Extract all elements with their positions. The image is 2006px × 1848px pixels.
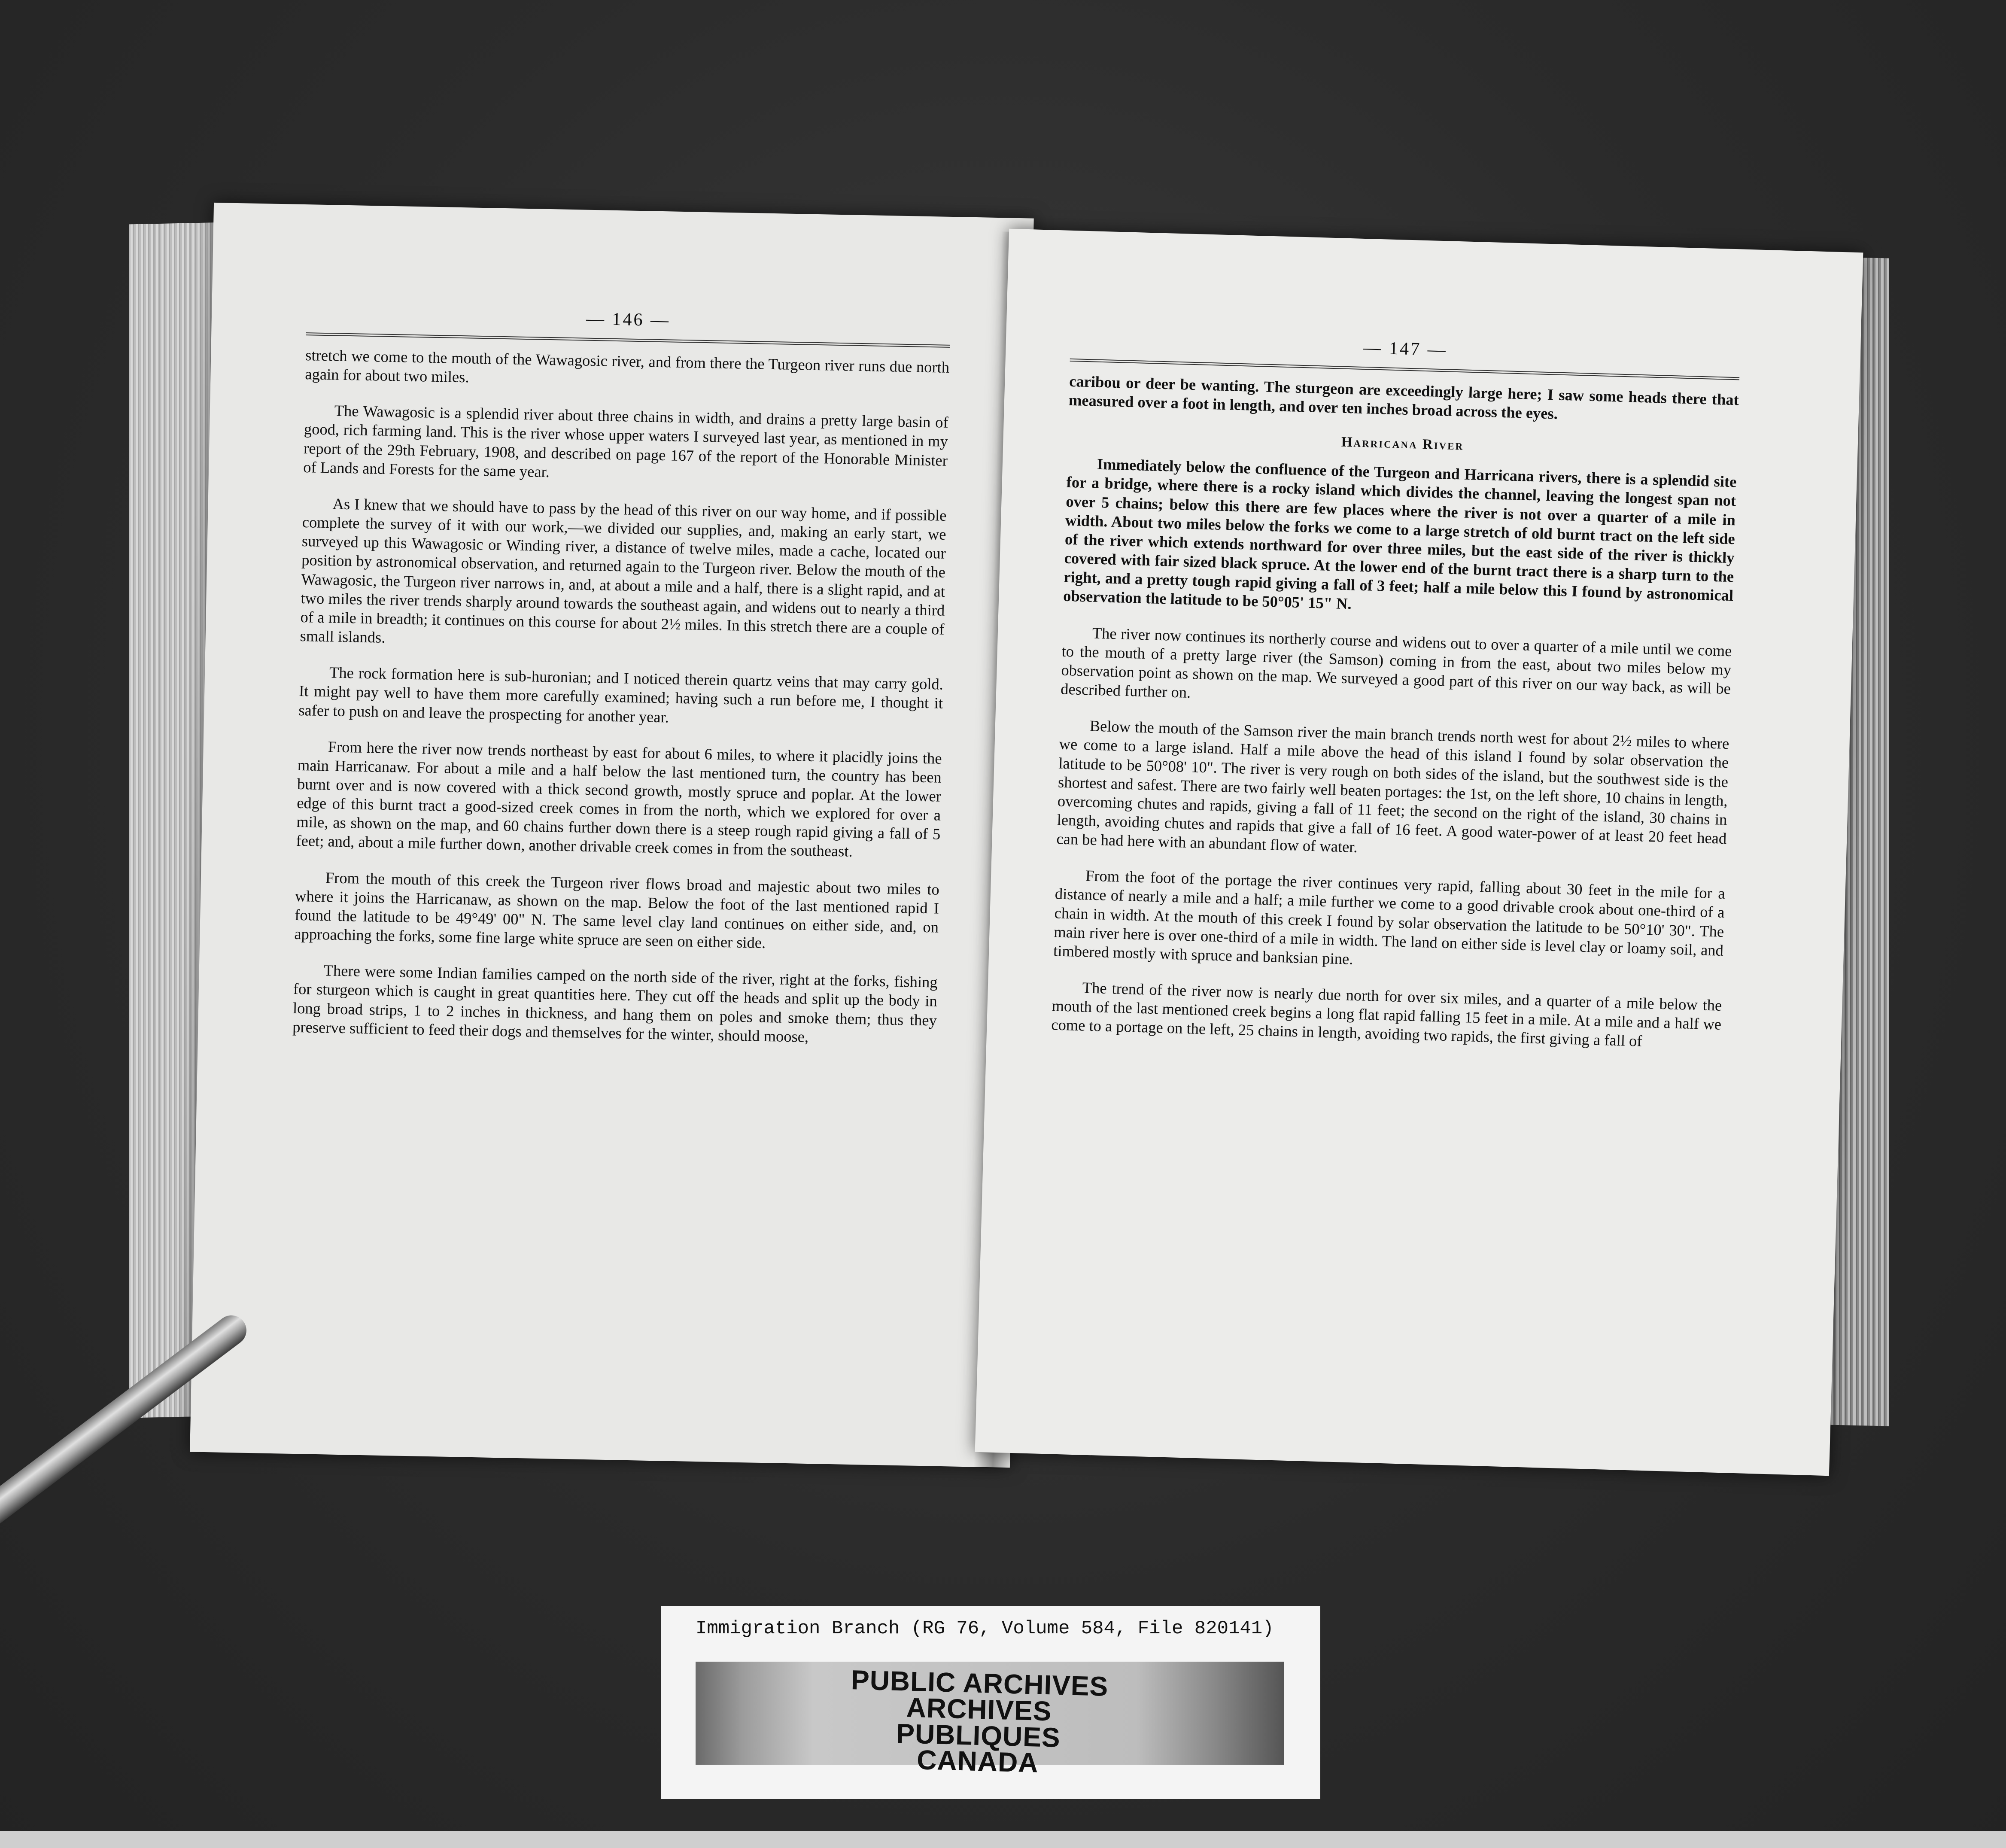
right-page <box>975 229 1863 1476</box>
left-paragraph-1: stretch we come to the mouth of the Wawagosic river, and from there the Turgeon river runs due north again for about two miles. <box>305 346 950 386</box>
archive-label-card <box>661 1606 1320 1799</box>
left-paragraph-2: The Wawagosic is a splendid river about three chains in width, and drains a pretty large basin of good, rich farming land. This is the river whose upper waters I surveyed last year, as mentioned in my report of the 29th February, 1908, and described on page 167 of the report of the Honorable Minister of Lands and Forests for the same year. <box>303 401 948 480</box>
right-paragraph-3: Below the mouth of the Samson river the main branch trends north west for about 2½ miles to where we come to a large island. Half a mile above the head of this island I found by solar observation the latitude to be 50°08' 10". The river is very rough on both sides of the island, but the southwest side is the shortest and safest. There are two fairly well beaten portages: the 1st, on the left shore, 10 chains in length, overcoming chutes and rapids, giving a fall of 11 feet; the second on the right of the island, 30 chains in length, avoiding chutes and rapids that give a fall of 16 feet. A good water-power of at least 20 feet head can be had here with an abundant flow of water. <box>1056 717 1729 856</box>
right-page-number: — 147 — <box>1363 337 1448 360</box>
left-page-text <box>292 303 950 1066</box>
left-paragraph-4: The rock formation here is sub-huronian; and I noticed therein quartz veins that may carry gold. It might pay well to have them more carefully examined; having such a run before me, I thought it safer to push on and leave the prospecting for another year. <box>298 663 944 726</box>
right-paragraph-4: From the foot of the portage the river continues very rapid, falling about 30 feet in the mile for a distance of nearly a mile and a half; a mile further we come to a good drivable crook about one-third of a chain in width. At the mouth of this creek I found by solar observation the latitude to be 50°10' 30". The main river here is over one-third of a mile in width. The land on either side is level clay or loamy soil, and timbered mostly with spruce and banksian pine. <box>1053 866 1726 968</box>
left-header-rule <box>306 332 950 348</box>
left-page-number: — 146 — <box>586 309 671 331</box>
left-paragraph-6: From the mouth of this creek the Turgeon river flows broad and majestic about two miles to where it joins the Harricanaw, as shown on the map. Below the foot of the last mentioned rapid I found the latitude to be 49°49' 00" N. The same level clay land continues on either side, and, on approaching the forks, some fine large white spruce are seen on either side. <box>294 868 940 951</box>
right-paragraph-2: The river now continues its northerly course and widens out to over a quarter of a mile until we come to the mouth of a pretty large river (the Samson) coming in from the east, about two miles below my observation point as shown on the map. We surveyed a good part of this river on our way back, as will be described further on. <box>1060 624 1732 702</box>
left-paragraph-5: From here the river now trends northeast by east for about 6 miles, to where it placidly joins the main Harricanaw. For about a mile and a half below the last mentioned turn, the country has been burnt over and is now covered with a thick second growth, mostly spruce and poplar. At the lower edge of this burnt tract a good-sized creek comes in from the north, which we explored for over a mile, as shown on the map, and 60 chains further down there is a steep rough rapid giving a fall of 5 feet; and, about a mile further down, another drivable creek comes in from the southeast. <box>296 737 942 860</box>
scan-bottom-edge <box>0 1831 2006 1848</box>
archive-stamp <box>696 1662 1284 1779</box>
right-paragraph-5: The trend of the river now is nearly due north for over six miles, and a quarter of a mile below the mouth of the last mentioned creek begins a long flat rapid falling 15 feet in a mile. At a mile and a half we come to a portage on the left, 25 chains in length, avoiding two rapids, the first giving a fall of <box>1051 979 1722 1050</box>
archive-reference: Immigration Branch (RG 76, Volume 584, File 820141) <box>696 1618 1274 1639</box>
archive-stamp-text <box>824 1664 1135 1779</box>
right-page-text <box>1051 329 1740 1070</box>
left-paragraph-7: There were some Indian families camped on the north side of the river, right at the forks, fishing for sturgeon which is caught in great quantities here. They cut off the heads and split up the body in long broad strips, 1 to 2 inches in thickness, and hang them on poles and smoke them; thus they preserve sufficient to feed their dogs and themselves for the winter, should moose, <box>292 961 938 1046</box>
right-paragraph-1: Immediately below the confluence of the Turgeon and Harricana rivers, there is a splendid site for a bridge, where there is a rocky island which divides the channel, leaving the longest span not over 5 chains; below this there are few places where the river is not over a quarter of a mile in width. About two miles below the forks we come to a large stretch of old burnt tract on the left side of the river which extends northward for over three miles, but the east side of the river is thickly covered with fair sized black spruce. At the lower end of the burnt tract there is a sharp turn to the right, and a pretty tough rapid giving a fall of 3 feet; half a mile below this I found by astronomical observation the latitude to be 50°05' 15" N. <box>1063 455 1737 613</box>
left-page <box>190 203 1034 1468</box>
left-paragraph-3: As I knew that we should have to pass by the head of this river on our way home, and if possible complete the survey of it with our work,—we divided our supplies, and, making an early start, we surveyed up this Wawagosic or Winding river, a distance of twelve miles, made a cache, located our position by astronomical observation, and returned again to the Turgeon river. Below the mouth of the Wawagosic, the Turgeon river narrows in, and, at about a mile and a half, there is a slight rapid, and at two miles the river trends sharply around towards the southeast again, and widens out to nearly a third of a mile in breadth; it continues on this course for about 2½ miles. In this stretch there are a couple of small islands. <box>300 495 947 646</box>
stamp-line-2: ARCHIVES PUBLIQUES <box>896 1692 1061 1753</box>
right-intro-paragraph: caribou or deer be wanting. The sturgeon are exceedingly large here; I saw some heads there that measured over a foot in length, and over ten inches broad across the eyes. <box>1068 372 1739 422</box>
section-heading: Harricana River <box>1341 434 1464 453</box>
stamp-line-1: PUBLIC ARCHIVES <box>851 1664 1109 1702</box>
stamp-line-3: CANADA <box>916 1744 1039 1779</box>
